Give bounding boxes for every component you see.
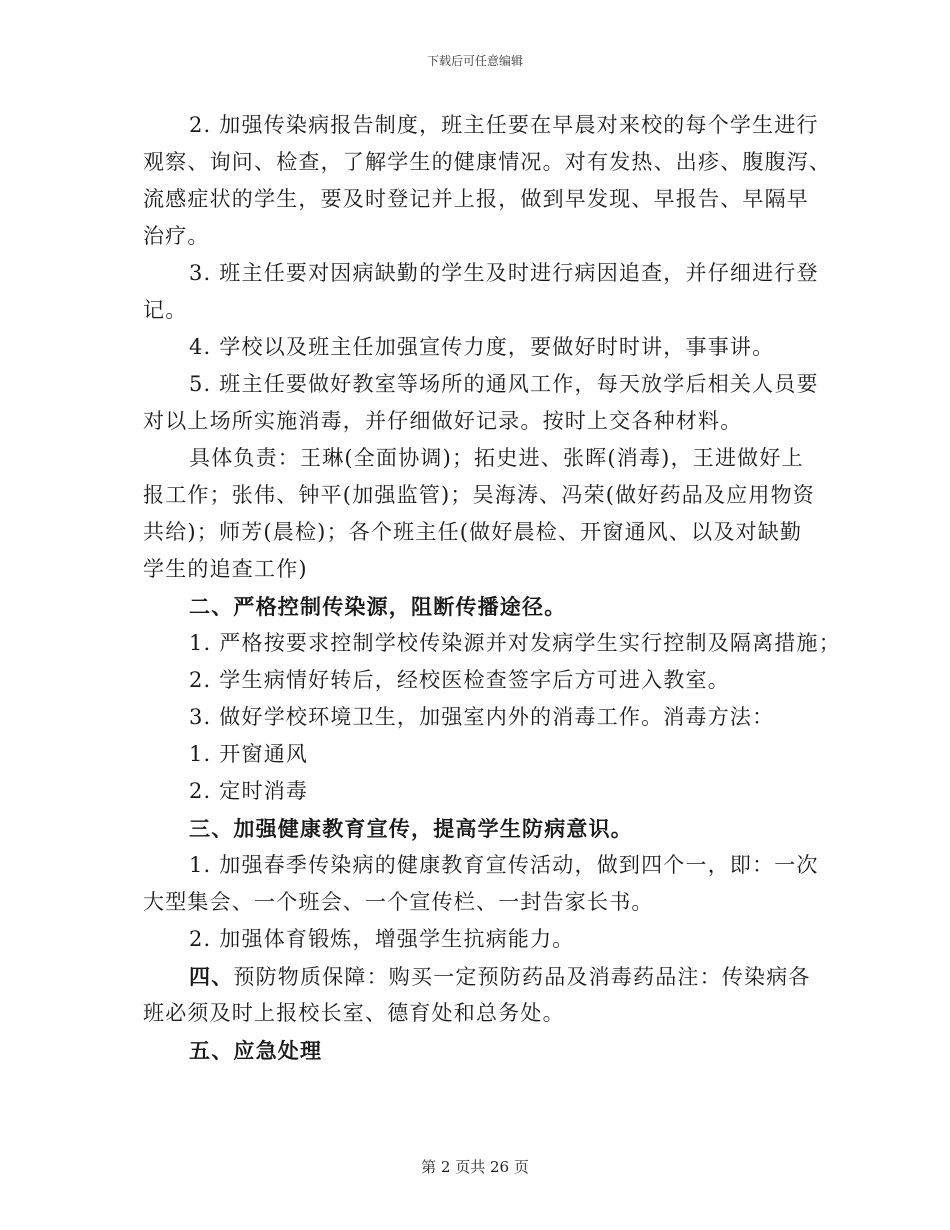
paragraph-lines xyxy=(143,107,841,958)
section-4-line-1 xyxy=(143,958,815,995)
text-line: 具体负责：王琳(全面协调)；拓史进、张晖(消毒)，王进做好上 xyxy=(189,446,804,470)
text-line: 大型集会、一个班会、一个宣传栏、一封告家长书。 xyxy=(143,890,654,914)
section-4-line-2: 班必须及时上报校长室、德育处和总务处。 xyxy=(143,1001,565,1025)
text-line: 3. 做好学校环境卫生，加强室内外的消毒工作。消毒方法： xyxy=(189,705,775,729)
page-header: 下载后可任意编辑 xyxy=(426,54,523,68)
text-line: 5. 班主任要做好教室等场所的通风工作，每天放学后相关人员要 xyxy=(189,372,819,396)
text-line: 3. 班主任要对因病缺勤的学生及时进行病因追查，并仔细进行登 xyxy=(189,261,819,285)
section-5-heading: 五、应急处理 xyxy=(189,1038,323,1063)
text-line: 观察、询问、检查，了解学生的健康情况。对有发热、出疹、腹腹泻、 xyxy=(143,150,832,174)
text-line: 2. 加强传染病报告制度，班主任要在早晨对来校的每个学生进行 xyxy=(189,113,819,137)
section-4-heading: 四、 xyxy=(189,964,234,989)
text-line: 1. 严格按要求控制学校传染源并对发病学生实行控制及隔离措施； xyxy=(189,631,841,655)
text-line: 2. 定时消毒 xyxy=(189,779,309,803)
text-line: 2. 学生病情好转后，经校医检查签字后方可进入教室。 xyxy=(189,668,730,692)
text-line: 对以上场所实施消毒，并仔细做好记录。按时上交各种材料。 xyxy=(143,409,743,433)
text-line: 1. 加强春季传染病的健康教育宣传活动，做到四个一，即：一次 xyxy=(189,853,819,877)
text-line: 4. 学校以及班主任加强宣传力度，要做好时时讲，事事讲。 xyxy=(189,335,775,359)
text-line: 1. 开窗通风 xyxy=(189,742,309,766)
section-heading: 三、加强健康教育宣传，提高学生防病意识。 xyxy=(189,816,633,841)
text-line: 流感症状的学生，要及时登记并上报，做到早发现、早报告、早隔早 xyxy=(143,187,809,211)
page-footer: 第 2 页共 26 页 xyxy=(421,1158,529,1176)
text-line: 记。 xyxy=(143,298,188,322)
text-line: 治疗。 xyxy=(143,224,210,248)
text-line: 2. 加强体育锻炼，增强学生抗病能力。 xyxy=(189,927,575,951)
text-line: 报工作；张伟、钟平(加强监管)；吴海涛、冯荣(做好药品及应用物资 xyxy=(143,483,815,507)
document-body xyxy=(143,107,841,1069)
text-line: 学生的追查工作) xyxy=(143,557,308,581)
section-4-text: 预防物质保障：购买一定预防药品及消毒药品注：传染病各 xyxy=(233,965,811,989)
section-heading: 二、严格控制传染源，阻断传播途径。 xyxy=(189,594,567,619)
text-line: 共给)；师芳(晨检)；各个班主任(做好晨检、开窗通风、以及对缺勤 xyxy=(143,520,803,544)
